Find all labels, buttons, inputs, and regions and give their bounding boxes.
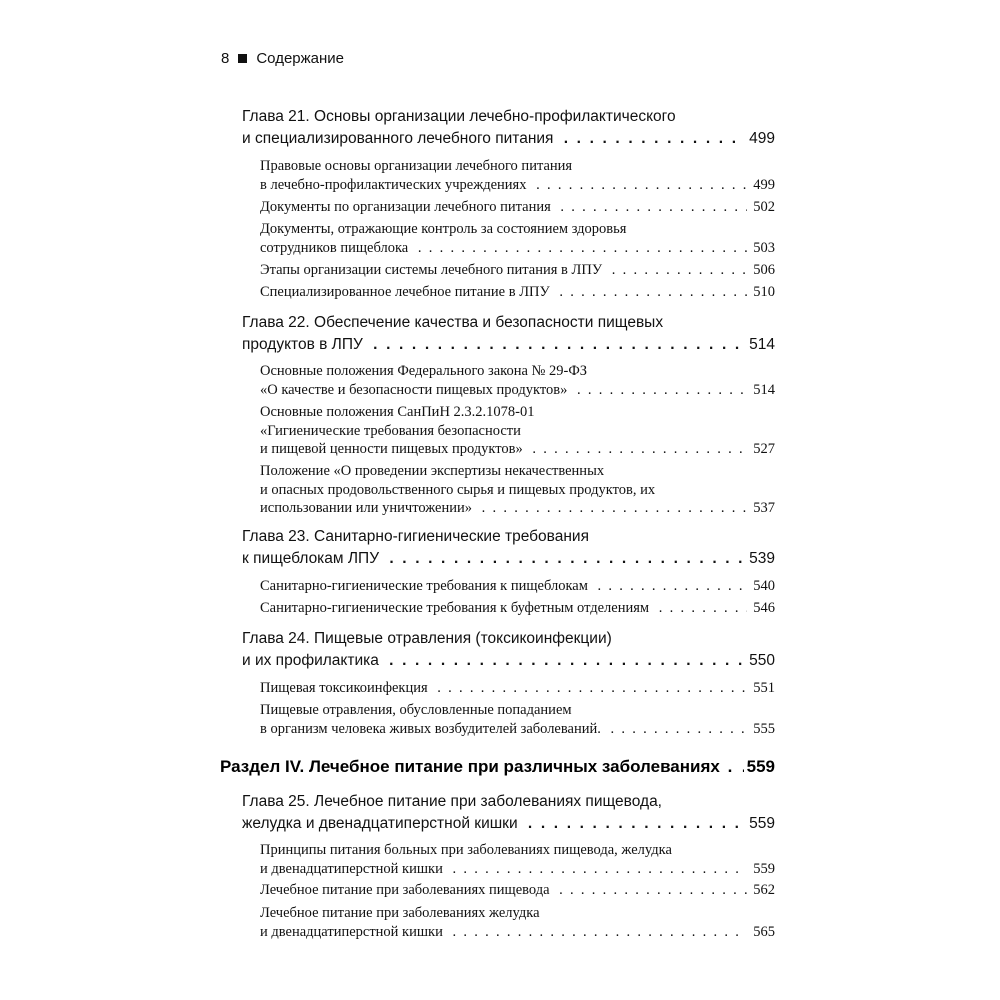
- page-ref: 559: [753, 860, 775, 877]
- dot-leader: [573, 381, 747, 400]
- subentry-text: Санитарно-гигиенические требования к пищеблокам: [260, 578, 588, 594]
- page-ref: 527: [753, 441, 775, 457]
- dot-leader: [449, 923, 747, 942]
- subentry-text: Этапы организации системы лечебного питания в ЛПУ: [260, 262, 603, 278]
- subentry-last-line: [260, 283, 775, 302]
- page-ref: 506: [753, 262, 775, 278]
- subentry-text: сотрудников пищеблока: [260, 239, 409, 256]
- toc-subentry[interactable]: [260, 157, 775, 194]
- page-number: 8: [221, 50, 230, 67]
- subentry-last-line: [260, 381, 775, 400]
- dot-leader: [532, 176, 747, 195]
- dot-leader: [608, 261, 747, 280]
- toc-subentry[interactable]: [260, 881, 775, 900]
- page-ref: 550: [749, 652, 775, 669]
- dot-leader: [524, 813, 744, 835]
- dot-leader: [594, 577, 747, 596]
- chapter-title-text: к пищеблокам ЛПУ: [242, 550, 380, 567]
- toc-subentry[interactable]: [260, 904, 775, 941]
- dot-leader: [434, 679, 748, 698]
- toc-subentry[interactable]: [260, 198, 775, 217]
- dot-leader: [557, 198, 747, 217]
- subentry-text: использовании или уничтожении»: [260, 500, 473, 516]
- toc-subentry[interactable]: [260, 462, 775, 518]
- subentry-text: Документы по организации лечебного питания: [260, 199, 551, 215]
- dot-leader: [723, 756, 744, 778]
- toc-chapter-24[interactable]: [242, 628, 775, 672]
- dot-leader: [559, 128, 743, 150]
- subentry-text: Санитарно-гигиенические требования к буфетным отделениям: [260, 600, 650, 616]
- chapter-title-text: желудка и двенадцатиперстной кишки: [242, 815, 518, 832]
- subentry-line: Основные положения СанПиН 2.3.2.1078-01: [260, 404, 535, 420]
- chapter-title-last-line: [242, 548, 775, 570]
- subentry-last-line: [260, 923, 775, 942]
- chapter-title-line: Глава 21. Основы организации лечебно-профилактического: [242, 108, 676, 125]
- subentry-last-line: [260, 720, 775, 739]
- running-head: [221, 50, 344, 67]
- chapter-title-last-line: [242, 813, 775, 835]
- chapter-title-last-line: [242, 128, 775, 150]
- chapter-title-line: Глава 23. Санитарно-гигиенические требования: [242, 528, 589, 545]
- chapter-title-last-line: [242, 334, 775, 356]
- dot-leader: [556, 881, 748, 900]
- toc-subentry[interactable]: [260, 362, 775, 399]
- subentry-last-line: [260, 881, 775, 900]
- toc-subentry[interactable]: [260, 220, 775, 257]
- toc-subentry[interactable]: [260, 577, 775, 596]
- toc-chapter-22[interactable]: [242, 312, 775, 356]
- dot-leader: [556, 283, 747, 302]
- chapter-title-text: и специализированного лечебного питания: [242, 130, 554, 147]
- chapter-title-line: Глава 24. Пищевые отравления (токсикоинфекции): [242, 630, 612, 647]
- section-title-line: [220, 756, 775, 778]
- subentry-last-line: [260, 499, 775, 518]
- toc-subentry[interactable]: [260, 701, 775, 738]
- page-ref: 499: [753, 176, 775, 193]
- chapter-title-text: продуктов в ЛПУ: [242, 336, 363, 353]
- subentry-last-line: [260, 261, 775, 280]
- toc-subentry[interactable]: [260, 679, 775, 698]
- toc-chapter-21[interactable]: [242, 106, 775, 150]
- page-ref: 514: [753, 381, 775, 398]
- chapter-title-line: Глава 22. Обеспечение качества и безопасности пищевых: [242, 314, 664, 331]
- toc-subentry[interactable]: [260, 261, 775, 280]
- subentry-line: Лечебное питание при заболеваниях желудка: [260, 905, 540, 921]
- square-bullet-icon: [238, 54, 247, 63]
- subentry-last-line: [260, 679, 775, 698]
- subentry-line: и опасных продовольственного сырья и пищевых продуктов, их: [260, 481, 656, 498]
- toc-chapter-25[interactable]: [242, 791, 775, 835]
- page-ref: 499: [749, 130, 775, 147]
- dot-leader: [478, 499, 747, 518]
- page-ref: 565: [753, 923, 775, 940]
- subentry-text: в организм человека живых возбудителей заболеваний.: [260, 720, 601, 737]
- page-ref: 537: [753, 500, 775, 516]
- toc-subentry[interactable]: [260, 283, 775, 302]
- subentry-line: «Гигиенические требования безопасности: [260, 422, 521, 439]
- subentry-text: «О качестве и безопасности пищевых продуктов»: [260, 381, 568, 398]
- subentry-text: Лечебное питание при заболеваниях пищевода: [260, 882, 550, 898]
- subentry-line: Пищевые отравления, обусловленные попаданием: [260, 702, 572, 718]
- toc-subentry[interactable]: [260, 599, 775, 618]
- page-ref: 540: [753, 578, 775, 594]
- section-title-text: Раздел IV. Лечебное питание при различных заболеваниях: [220, 757, 720, 776]
- dot-leader: [369, 334, 743, 356]
- dot-leader: [655, 599, 747, 618]
- dot-leader: [414, 239, 747, 258]
- toc-chapter-23[interactable]: [242, 526, 775, 570]
- subentry-line: Принципы питания больных при заболеваниях пищевода, желудка: [260, 842, 672, 858]
- chapter-title-text: и их профилактика: [242, 652, 379, 669]
- running-head-title: Содержание: [256, 50, 345, 67]
- page-ref: 539: [749, 550, 775, 567]
- page-ref: 559: [749, 815, 775, 832]
- page-ref: 551: [753, 680, 775, 696]
- dot-leader: [385, 650, 743, 672]
- subentry-last-line: [260, 176, 775, 195]
- page-ref: 546: [753, 600, 775, 616]
- subentry-line: Положение «О проведении экспертизы некачественных: [260, 463, 605, 479]
- subentry-text: и пищевой ценности пищевых продуктов»: [260, 441, 523, 457]
- subentry-last-line: [260, 860, 775, 879]
- dot-leader: [607, 720, 747, 739]
- subentry-text: Специализированное лечебное питание в ЛПУ: [260, 284, 550, 300]
- subentry-last-line: [260, 440, 775, 459]
- subentry-text: в лечебно-профилактических учреждениях: [260, 176, 527, 193]
- subentry-last-line: [260, 239, 775, 258]
- toc-section-4[interactable]: [220, 756, 775, 778]
- subentry-line: Правовые основы организации лечебного питания: [260, 158, 573, 174]
- page-ref: 514: [749, 336, 775, 353]
- subentry-line: Документы, отражающие контроль за состоянием здоровья: [260, 221, 627, 237]
- page-ref: 503: [753, 239, 775, 256]
- dot-leader: [529, 440, 747, 459]
- subentry-line: Основные положения Федерального закона № 29-ФЗ: [260, 363, 588, 379]
- toc-subentry[interactable]: [260, 403, 775, 459]
- page-ref: 562: [753, 882, 775, 898]
- page-ref: 510: [753, 284, 775, 300]
- subentry-text: и двенадцатиперстной кишки: [260, 860, 443, 877]
- subentry-text: и двенадцатиперстной кишки: [260, 923, 443, 940]
- page-ref: 559: [746, 757, 775, 776]
- subentry-text: Пищевая токсикоинфекция: [260, 680, 428, 696]
- chapter-title-last-line: [242, 650, 775, 672]
- chapter-title-line: Глава 25. Лечебное питание при заболеваниях пищевода,: [242, 793, 662, 810]
- toc-subentry[interactable]: [260, 841, 775, 878]
- subentry-last-line: [260, 198, 775, 217]
- dot-leader: [449, 860, 747, 879]
- dot-leader: [385, 548, 743, 570]
- subentry-last-line: [260, 599, 775, 618]
- page-ref: 555: [753, 720, 775, 737]
- subentry-last-line: [260, 577, 775, 596]
- page-ref: 502: [753, 199, 775, 215]
